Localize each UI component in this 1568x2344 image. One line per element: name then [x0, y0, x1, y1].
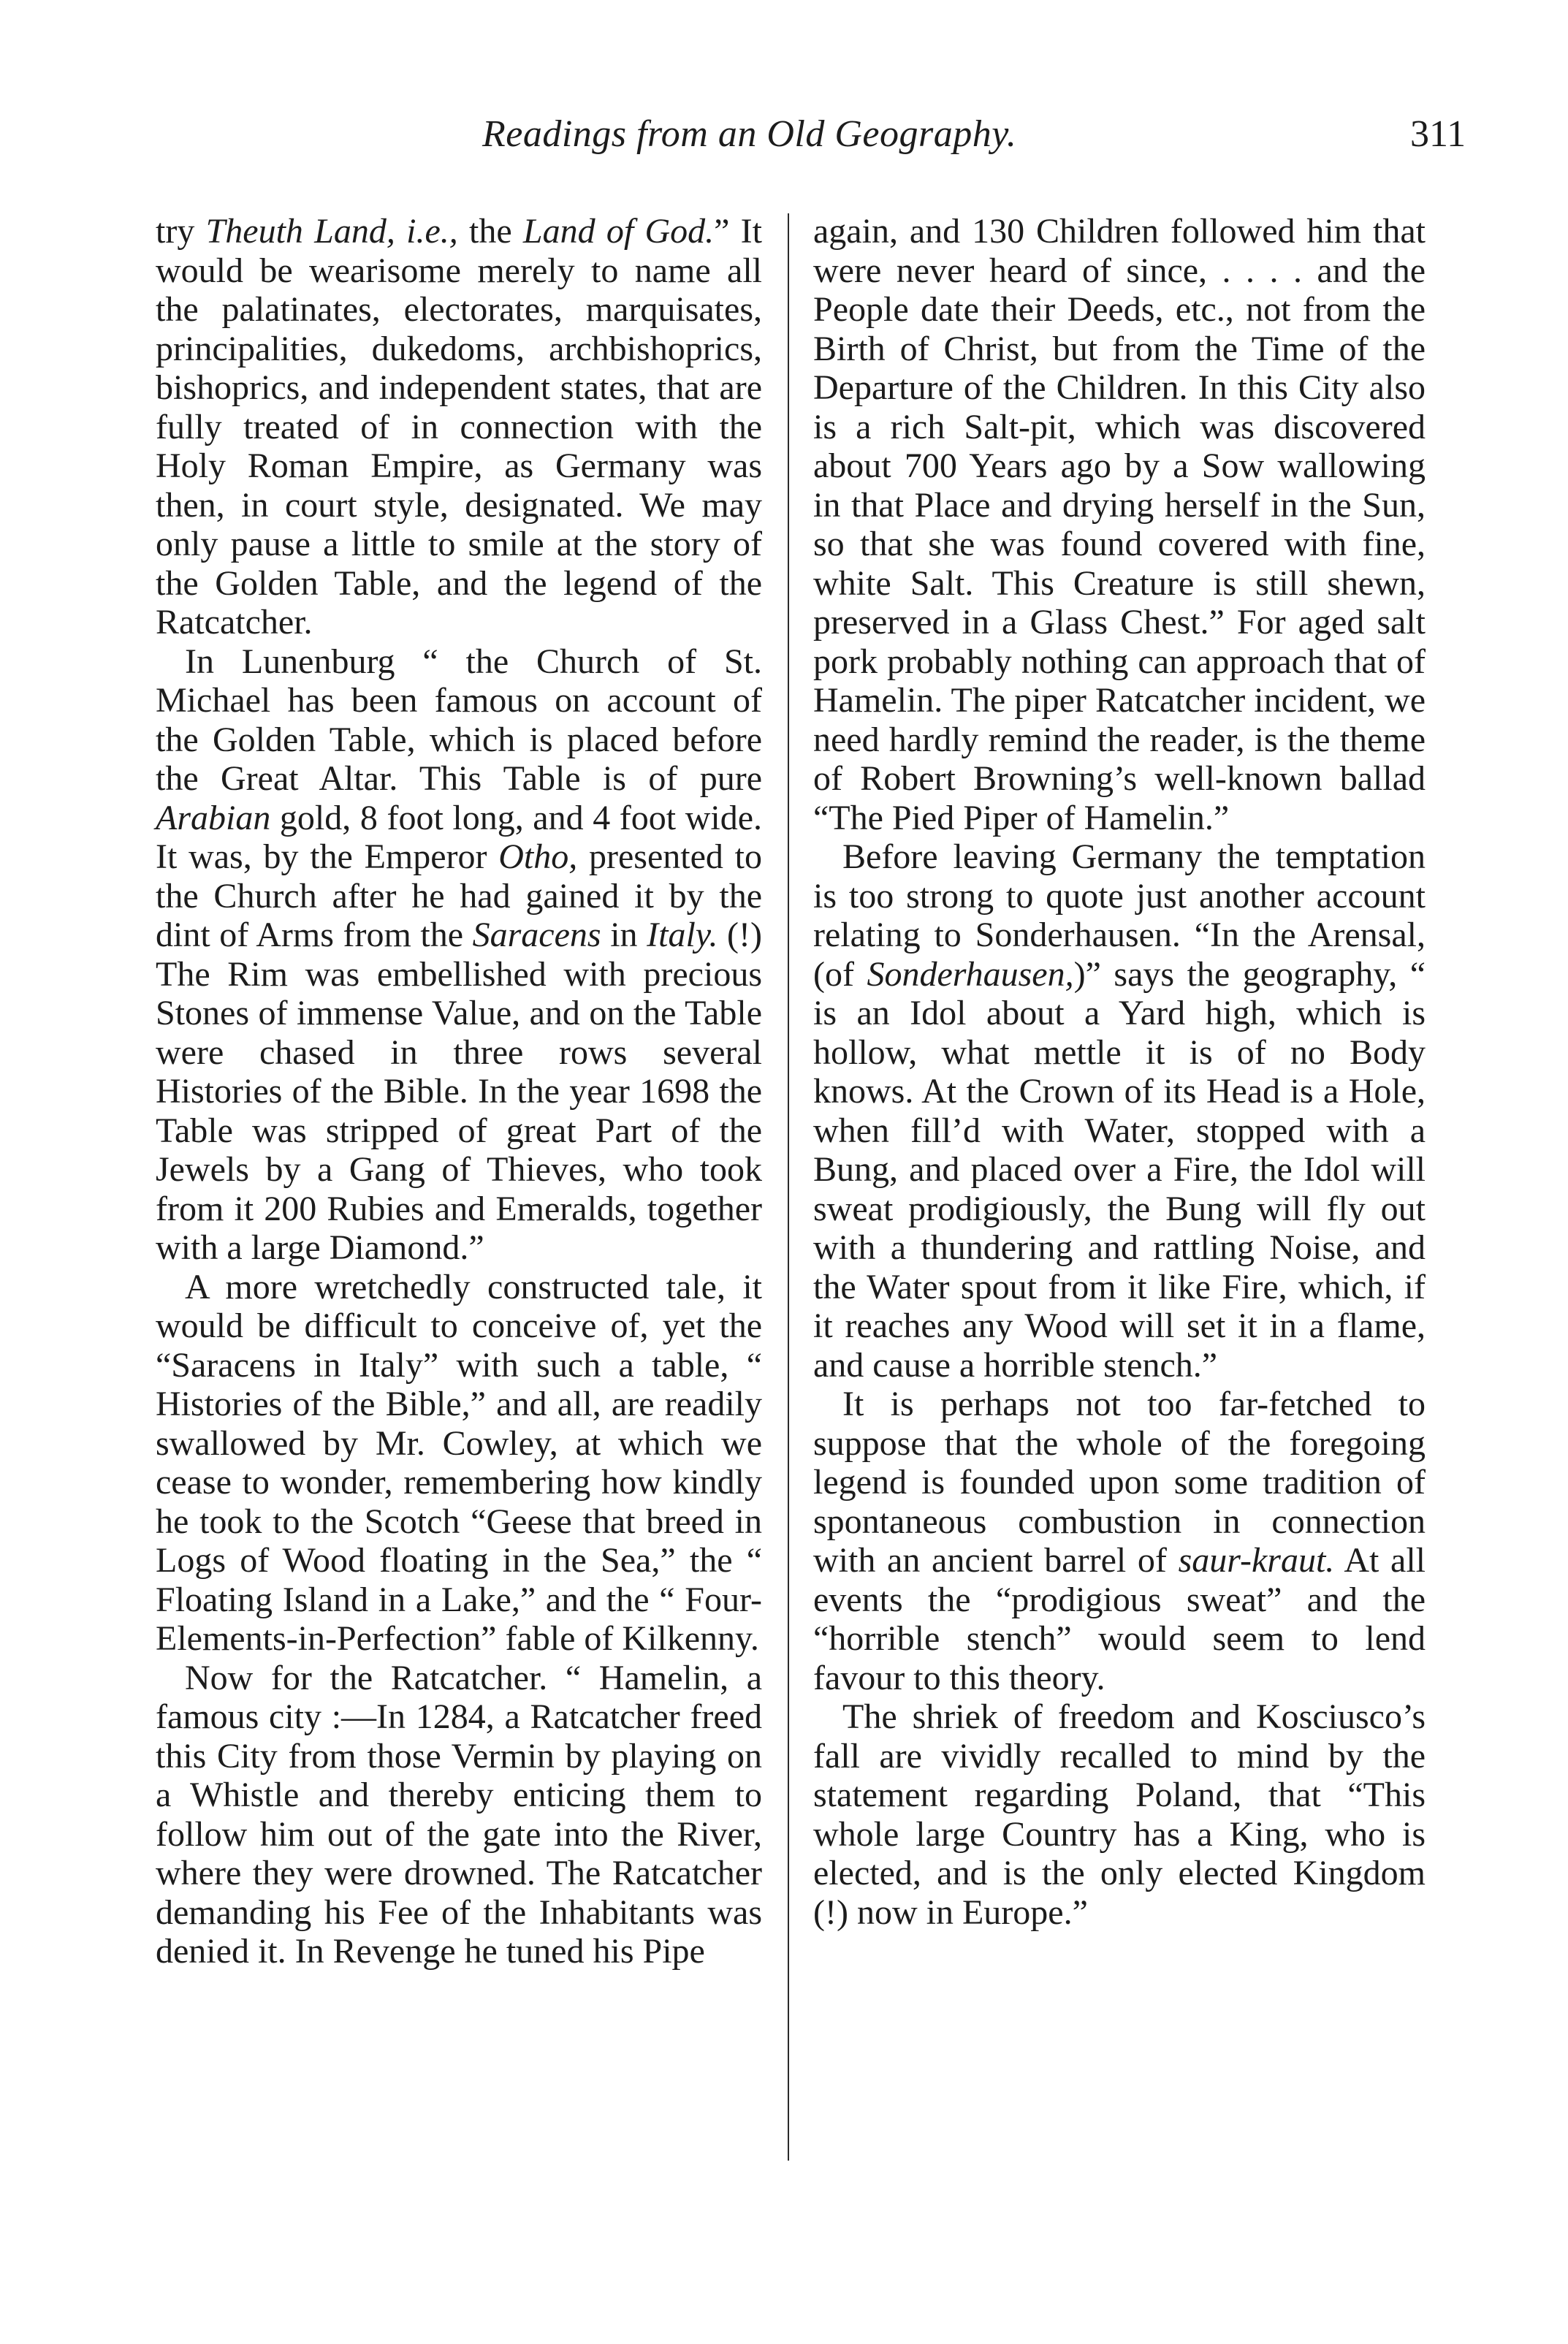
right-paragraph-2: Before leaving Germany the temptation is too strong to quote just another account relating to Sonderhausen. “In the Arensal, (of Sonderhausen,)” says the geography, “ is an Idol about a Yard high, which is hollow, what mettle it is of no Body knows. At the Crown of its Head is a Hole, when fill’d with Water, stopped with a Bung, and placed over a Fire, the Idol will sweat prodigiously, the Bung will fly out with a thundering and rattling Noise, and the Water spout from it like Fire, which, if it reaches any Wood will set it in a flame, and cause a horrible stench.”: [813, 837, 1426, 1385]
column-divider: [788, 213, 789, 2161]
left-paragraph-3: A more wretchedly constructed tale, it would be difficult to conceive of, yet the “Saracens in Italy” with such a table, “ Histories of the Bible,” and all, are readily swallowed by Mr. Cowley, at which we cease to wonder, remembering how kindly he took to the Scotch “Geese that breed in Logs of Wood floating in the Sea,” the “ Floating Island in a Lake,” and the “ Four-Elements-in-Perfection” fable of Kilkenny.: [156, 1267, 762, 1658]
right-column: [813, 212, 1426, 1932]
left-paragraph-1: try Theuth Land, i.e., the Land of God.” It would be wearisome merely to name all the palatinates, electorates, marquisates, principalities, dukedoms, archbishoprics, bishoprics, and independent states, that are fully treated of in connection with the Holy Roman Empire, as Germany was then, in court style, designated. We may only pause a little to smile at the story of the Golden Table, and the legend of the Ratcatcher.: [156, 212, 763, 642]
right-paragraph-3: It is perhaps not too far-fetched to suppose that the whole of the foregoing legend is founded upon some tradition of spontaneous combustion in connection with an ancient barrel of saur-kraut. At all events the “prodigious sweat” and the “horrible stench” would seem to lend favour to this theory.: [813, 1385, 1426, 1697]
running-title: Readings from an Old Geography.: [482, 113, 1017, 155]
page-number: 311: [1410, 113, 1466, 155]
left-column: [156, 212, 762, 1971]
left-paragraph-4: Now for the Ratcatcher. “ Hamelin, a famous city :—In 1284, a Ratcatcher freed this City from those Vermin by playing on a Whistle and thereby enticing them to follow him out of the gate into the River, where they were drowned. The Ratcatcher demanding his Fee of the Inhabitants was denied it. In Revenge he tuned his Pipe: [156, 1658, 762, 1971]
running-head: [0, 113, 1568, 164]
left-paragraph-2: In Lunenburg “ the Church of St. Michael has been famous on account of the Golden Table, which is placed before the Great Altar. This Table is of pure Arabian gold, 8 foot long, and 4 foot wide. It was, by the Emperor Otho, presented to the Church after he had gained it by the dint of Arms from the Saracens in Italy. (!) The Rim was embellished with precious Stones of immense Value, and on the Table were chased in three rows several Histories of the Bible. In the year 1698 the Table was stripped of great Part of the Jewels by a Gang of Thieves, who took from it 200 Rubies and Emeralds, together with a large Diamond.”: [156, 642, 763, 1267]
right-paragraph-4: The shriek of freedom and Kosciusco’s fall are vividly recalled to mind by the statement regarding Poland, that “This whole large Country has a King, who is elected, and is the only elected Kingdom (!) now in Europe.”: [813, 1697, 1426, 1932]
right-paragraph-1: again, and 130 Children followed him that were never heard of since, . . . . and the People date their Deeds, etc., not from the Birth of Christ, but from the Time of the Departure of the Children. In this City also is a rich Salt-pit, which was discovered about 700 Years ago by a Sow wallowing in that Place and drying herself in the Sun, so that she was found covered with fine, white Salt. This Creature is still shewn, preserved in a Glass Chest.” For aged salt pork probably nothing can approach that of Hamelin. The piper Ratcatcher incident, we need hardly remind the reader, is the theme of Robert Browning’s well-known ballad “The Pied Piper of Hamelin.”: [813, 212, 1426, 837]
